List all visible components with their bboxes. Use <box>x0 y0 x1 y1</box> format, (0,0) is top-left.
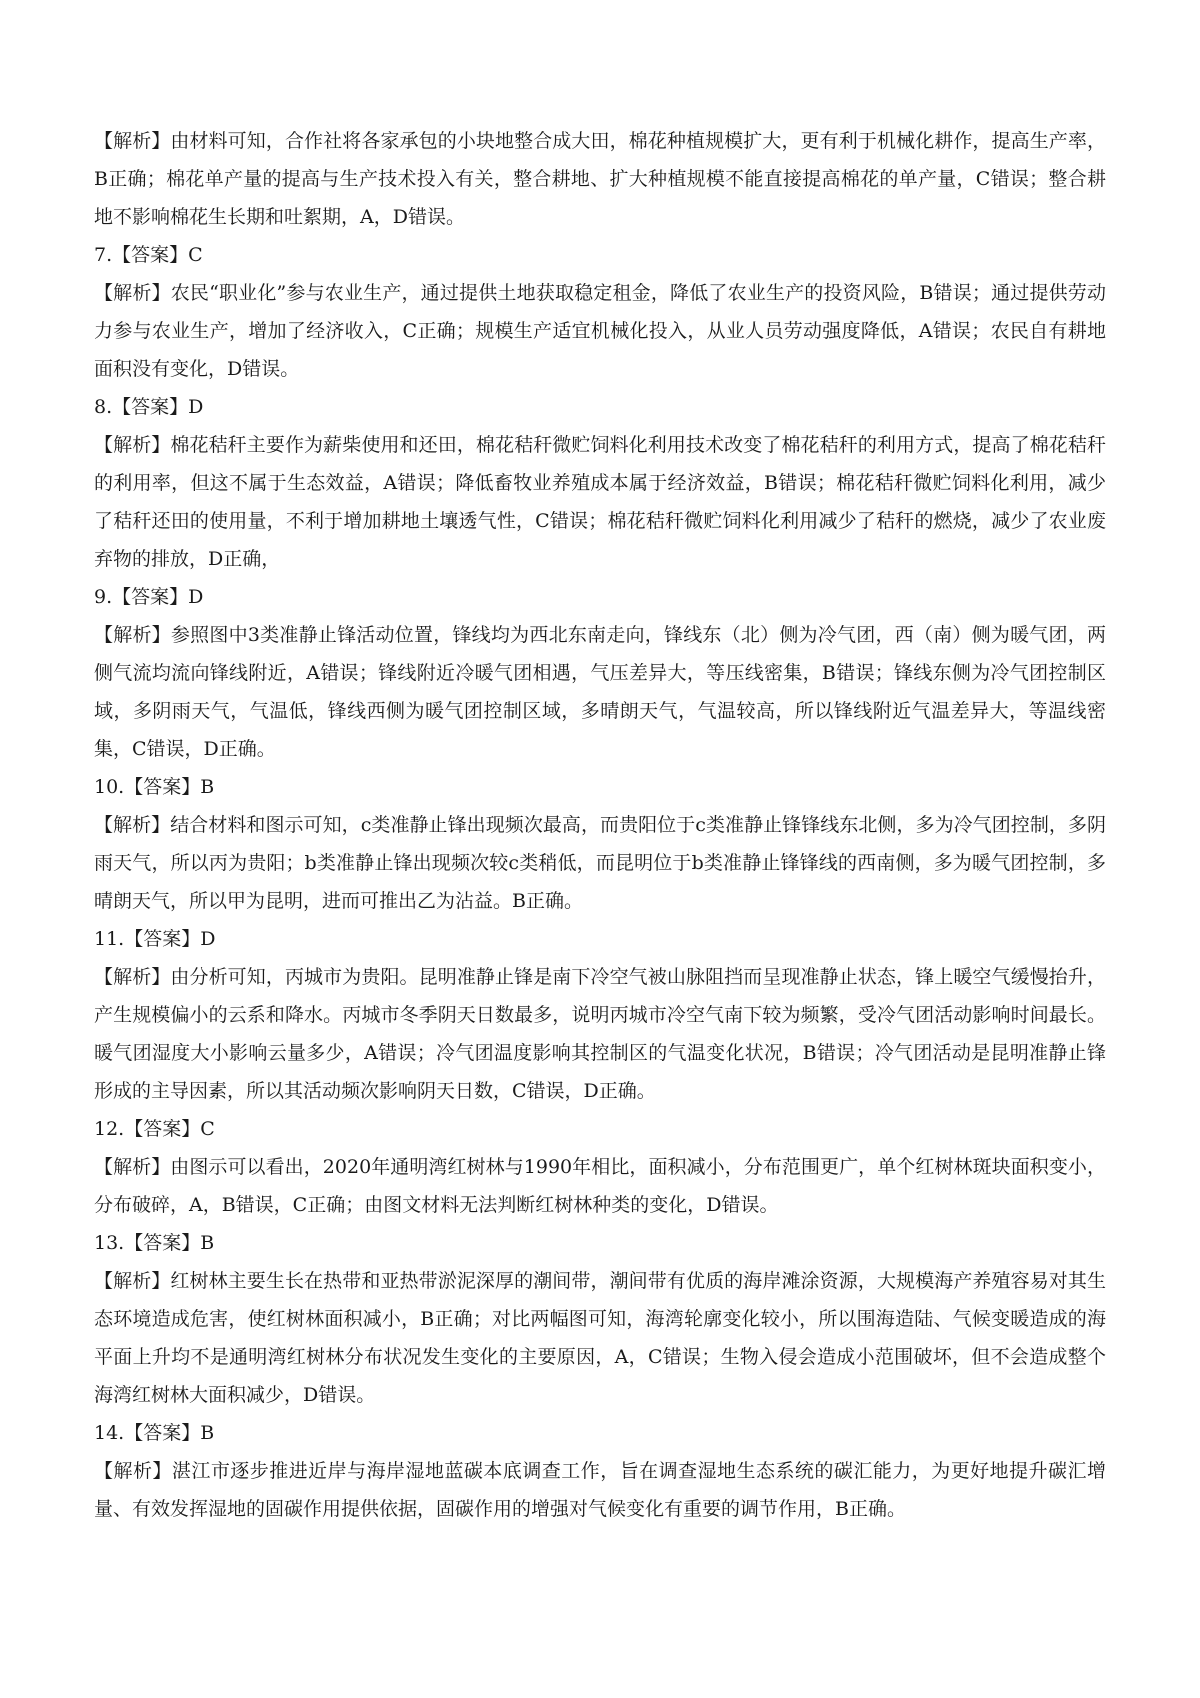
answer-item-8 <box>94 388 1106 578</box>
answer-item-13 <box>94 1224 1106 1414</box>
answer-item-10 <box>94 768 1106 920</box>
answer-item-12 <box>94 1110 1106 1224</box>
analysis-text: 【解析】棉花秸秆主要作为薪柴使用和还田，棉花秸秆微贮饲料化利用技术改变了棉花秸秆的利用方式，提高了棉花秸秆的利用率，但这不属于生态效益，A错误；降低畜牧业养殖成本属于经济效益，B错误；棉花秸秆微贮饲料化利用，减少了秸秆还田的使用量，不利于增加耕地土壤透气性，C错误；棉花秸秆微贮饲料化利用减少了秸秆的燃烧，减少了农业废弃物的排放，D正确， <box>94 434 1106 570</box>
answer-label: 8.【答案】D <box>94 396 204 418</box>
answer-item-14 <box>94 1414 1106 1528</box>
answer-label: 7.【答案】C <box>94 244 203 266</box>
analysis-text: 【解析】由图示可以看出，2020年通明湾红树林与1990年相比，面积减小，分布范围更广，单个红树林斑块面积变小，分布破碎，A，B错误，C正确；由图文材料无法判断红树林种类的变化，D错误。 <box>94 1156 1106 1216</box>
answer-item-7 <box>94 236 1106 388</box>
answer-item-11 <box>94 920 1106 1110</box>
answer-label: 12.【答案】C <box>94 1118 215 1140</box>
analysis-text: 【解析】农民“职业化”参与农业生产，通过提供土地获取稳定租金，降低了农业生产的投资风险，B错误；通过提供劳动力参与农业生产，增加了经济收入，C正确；规模生产适宜机械化投入，从业人员劳动强度降低，A错误；农民自有耕地面积没有变化，D错误。 <box>94 282 1106 380</box>
answer-label: 10.【答案】B <box>94 776 215 798</box>
analysis-text: 【解析】结合材料和图示可知，c类准静止锋出现频次最高，而贵阳位于c类准静止锋锋线东北侧，多为冷气团控制，多阴雨天气，所以丙为贵阳；b类准静止锋出现频次较c类稍低，而昆明位于b类准静止锋锋线的西南侧，多为暖气团控制，多晴朗天气，所以甲为昆明，进而可推出乙为沾益。B正确。 <box>94 814 1106 912</box>
answer-item-6 <box>94 122 1106 236</box>
answer-label: 11.【答案】D <box>94 928 216 950</box>
answer-item-9 <box>94 578 1106 768</box>
answer-label: 9.【答案】D <box>94 586 204 608</box>
analysis-text: 【解析】红树林主要生长在热带和亚热带淤泥深厚的潮间带，潮间带有优质的海岸滩涂资源，大规模海产养殖容易对其生态环境造成危害，使红树林面积减小，B正确；对比两幅图可知，海湾轮廓变化较小，所以围海造陆、气候变暖造成的海平面上升均不是通明湾红树林分布状况发生变化的主要原因，A，C错误；生物入侵会造成小范围破坏，但不会造成整个海湾红树林大面积减少，D错误。 <box>94 1270 1106 1406</box>
analysis-text: 【解析】参照图中3类准静止锋活动位置，锋线均为西北东南走向，锋线东（北）侧为冷气团，西（南）侧为暖气团，两侧气流均流向锋线附近，A错误；锋线附近冷暖气团相遇，气压差异大，等压线密集，B错误；锋线东侧为冷气团控制区域，多阴雨天气，气温低，锋线西侧为暖气团控制区域，多晴朗天气，气温较高，所以锋线附近气温差异大，等温线密集，C错误，D正确。 <box>94 624 1106 760</box>
document-body <box>94 122 1106 1528</box>
analysis-text: 【解析】由分析可知，丙城市为贵阳。昆明准静止锋是南下冷空气被山脉阻挡而呈现准静止状态，锋上暖空气缓慢抬升，产生规模偏小的云系和降水。丙城市冬季阴天日数最多，说明丙城市冷空气南下较为频繁，受冷气团活动影响时间最长。暖气团湿度大小影响云量多少，A错误；冷气团温度影响其控制区的气温变化状况，B错误；冷气团活动是昆明准静止锋形成的主导因素，所以其活动频次影响阴天日数，C错误，D正确。 <box>94 966 1106 1102</box>
analysis-text: 【解析】由材料可知，合作社将各家承包的小块地整合成大田，棉花种植规模扩大，更有利于机械化耕作，提高生产率，B正确；棉花单产量的提高与生产技术投入有关，整合耕地、扩大种植规模不能直接提高棉花的单产量，C错误；整合耕地不影响棉花生长期和吐絮期，A，D错误。 <box>94 130 1106 228</box>
answer-label: 13.【答案】B <box>94 1232 215 1254</box>
analysis-text: 【解析】湛江市逐步推进近岸与海岸湿地蓝碳本底调查工作，旨在调查湿地生态系统的碳汇能力，为更好地提升碳汇增量、有效发挥湿地的固碳作用提供依据，固碳作用的增强对气候变化有重要的调节作用，B正确。 <box>94 1460 1106 1520</box>
answer-label: 14.【答案】B <box>94 1422 215 1444</box>
